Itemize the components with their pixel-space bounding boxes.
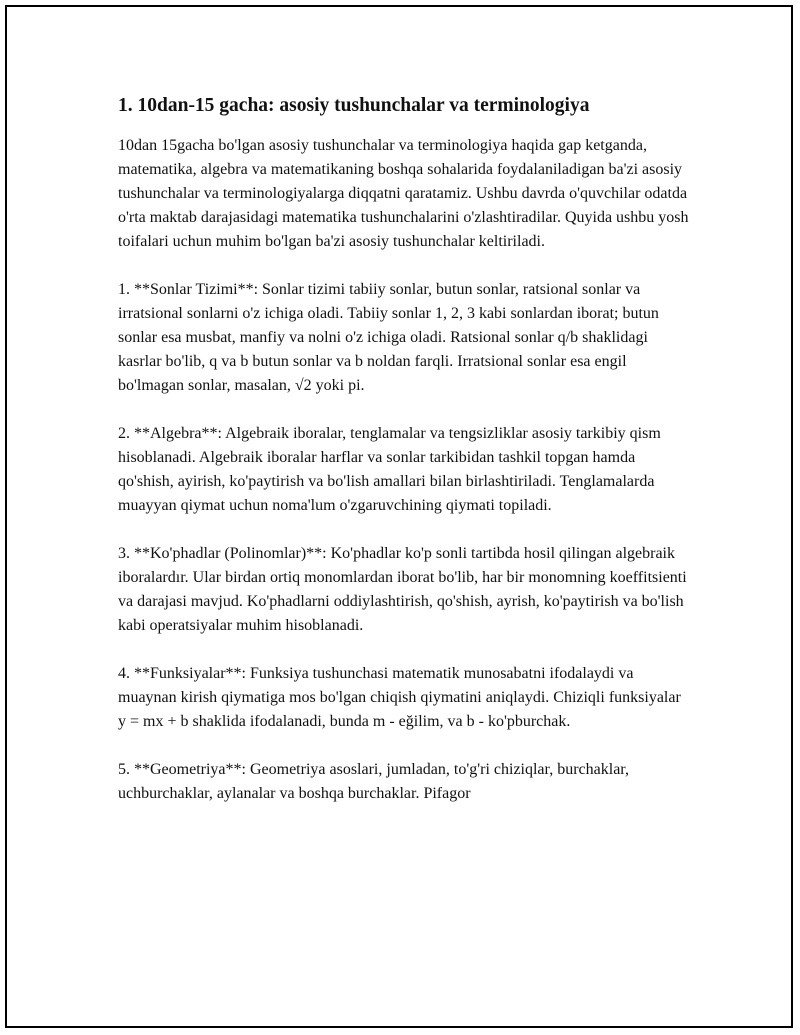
document-title: 1. 10dan-15 gacha: asosiy tushunchalar va terminologiya	[118, 95, 590, 116]
section-polynomials: 3. **Ko'phadlar (Polinomlar)**: Ko'phadlar ko'p sonli tartibda hosil qilingan algebraik iboralardır. Ular birdan ortiq monomlardan iborat bo'lib, har bir monomning koeffitsienti va darajasi mavjud. Ko'phadlarni oddiylashtirish, qo'shish, ayrish, ko'paytirish va bo'lish kabi operatsiyalar muhim hisoblanadi.	[118, 545, 687, 634]
section-geometry: 5. **Geometriya**: Geometriya asoslari, jumladan, to'g'ri chiziqlar, burchaklar, uchburchaklar, aylanalar va boshqa burchaklar. Pifagor	[118, 761, 629, 802]
section-algebra: 2. **Algebra**: Algebraik iboralar, tenglamalar va tengsizliklar asosiy tarkibiy qism hisoblanadi. Algebraik iboralar harflar va sonlar tarkibidan tashkil topgan hamda qo'shish, ayirish, ko'paytirish va bo'lish amallari bilan birlashtiriladi. Tenglamalarda muayyan qiymat uchun noma'lum o'zgaruvchining qiymati topiladi.	[118, 425, 661, 514]
section-functions: 4. **Funksiyalar**: Funksiya tushunchasi matematik munosabatni ifodalaydi va muaynan kirish qiymatiga mos bo'lgan chiqish qiymatini aniqlaydi. Chiziqli funksiyalar y = mx + b shaklida ifodalanadi, bunda m - eğilim, va b - ko'pburchak.	[118, 665, 681, 730]
section-number-systems: 1. **Sonlar Tizimi**: Sonlar tizimi tabiiy sonlar, butun sonlar, ratsional sonlar va irratsional sonlarni o'z ichiga oladi. Tabiiy sonlar 1, 2, 3 kabi sonlardan iborat; butun sonlar esa musbat, manfiy va nolni o'z ichiga oladi. Ratsional sonlar q/b shaklidagi kasrlar bo'lib, q va b butun sonlar va b noldan farqli. Irratsional sonlar esa engil bo'lmagan sonlar, masalan, √2 yoki pi.	[118, 281, 659, 394]
document-content	[118, 94, 690, 806]
intro-paragraph: 10dan 15gacha bo'lgan asosiy tushunchalar va terminologiya haqida gap ketganda, matematika, algebra va matematikaning boshqa sohalarida foydalaniladigan ba'zi asosiy tushunchalar va terminologiyalarga diqqatni qaratamiz. Ushbu davrda o'quvchilar odatda o'rta maktab darajasidagi matematika tushunchalarini o'zlashtiradilar. Quyida ushbu yosh toifalari uchun muhim bo'lgan ba'zi asosiy tushunchalar keltiriladi.	[118, 137, 689, 250]
